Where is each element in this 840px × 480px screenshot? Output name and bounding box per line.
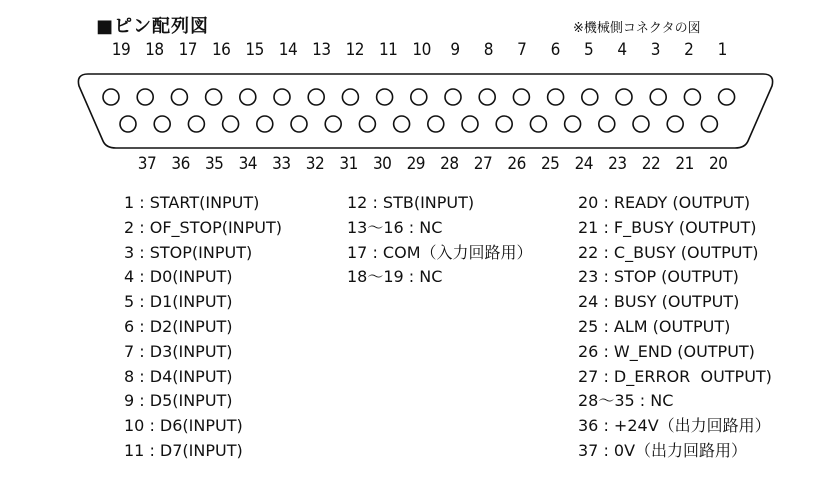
connector-view-note: ※機械側コネクタの図 [573,21,701,36]
pin-assignment-item: 26 : W_END (OUTPUT) [578,341,755,361]
pin-hole-25 [530,116,546,132]
pin-hole-35 [188,116,204,132]
pin-assignment-item: 21 : F_BUSY (OUTPUT) [578,217,757,237]
pin-hole-1 [719,89,735,105]
bottom-pin-number: 25 [540,154,560,174]
top-pin-number: 4 [617,40,627,60]
pin-hole-5 [582,89,598,105]
bottom-pin-number: 23 [608,154,627,174]
top-pin-number: 6 [550,40,560,60]
top-pin-number: 1 [717,40,727,60]
diagram-title: ■ピン配列図 [96,16,210,37]
top-pin-number: 13 [312,40,331,60]
pin-hole-2 [684,89,700,105]
pin-assignment-item: 27 : D_ERROR OUTPUT) [578,366,772,386]
pin-hole-20 [701,116,717,132]
bottom-pin-number: 37 [137,154,157,174]
top-pin-number: 12 [345,40,365,60]
top-pin-number: 7 [517,40,527,60]
pin-hole-3 [650,89,666,105]
pin-hole-18 [137,89,153,105]
pin-hole-17 [171,89,187,105]
pin-hole-16 [206,89,222,105]
pin-assignment-item: 5 : D1(INPUT) [124,292,233,312]
pin-hole-33 [257,116,273,132]
top-pin-number: 3 [650,40,661,60]
bottom-pin-number: 30 [372,154,392,174]
top-pin-number: 19 [111,40,131,60]
pin-assignment-item: 3 : STOP(INPUT) [124,242,253,262]
pin-hole-14 [274,89,290,105]
pin-hole-6 [548,89,564,105]
pin-assignment-item: 22 : C_BUSY (OUTPUT) [578,242,759,262]
pin-hole-15 [240,89,256,105]
pin-assignment-item: 24 : BUSY (OUTPUT) [578,292,740,312]
pin-hole-32 [291,116,307,132]
pin-hole-13 [308,89,324,105]
pin-hole-21 [667,116,683,132]
pin-assignment-item: 13～16 : NC [347,217,443,237]
pin-assignment-item: 36 : +24V（出力回路用） [578,416,771,436]
pin-hole-26 [496,116,512,132]
pin-hole-28 [428,116,444,132]
bottom-pin-number: 28 [440,154,459,174]
pin-list-column-3 [578,191,772,464]
bottom-pin-number: 34 [238,154,258,174]
pin-hole-4 [616,89,632,105]
connector-outline [78,74,772,148]
pin-assignment-item: 25 : ALM (OUTPUT) [578,316,731,336]
bottom-pin-number: 20 [708,154,728,174]
top-pin-number: 16 [211,40,231,60]
top-pin-number: 17 [178,40,198,60]
bottom-pin-number: 32 [305,154,325,174]
pin-hole-22 [633,116,649,132]
pin-assignment-item: 6 : D2(INPUT) [124,316,233,336]
pin-hole-23 [599,116,615,132]
top-pin-number: 9 [450,40,460,60]
top-pin-number: 18 [145,40,164,60]
pin-assignment-item: 9 : D5(INPUT) [124,391,233,411]
bottom-pin-number: 21 [675,154,694,174]
pin-assignment-item: 1 : START(INPUT) [124,193,260,212]
pin-hole-19 [103,89,119,105]
pin-assignment-item: 4 : D0(INPUT) [124,267,233,287]
top-pin-number: 8 [483,40,494,60]
pin-assignment-item: 28～35 : NC [578,391,674,411]
pin-hole-37 [120,116,136,132]
pin-assignment-item: 17 : COM（入力回路用） [347,242,533,262]
pin-hole-11 [377,89,393,105]
pin-assignment-item: 8 : D4(INPUT) [124,366,233,386]
top-pin-number: 10 [412,40,431,60]
pin-assignment-item: 20 : READY (OUTPUT) [578,193,751,212]
pin-hole-34 [223,116,239,132]
pin-assignment-item: 7 : D3(INPUT) [124,341,233,361]
pin-hole-27 [462,116,478,132]
top-pin-number: 2 [684,40,694,60]
bottom-pin-number: 31 [339,154,358,174]
top-pin-number: 11 [378,40,398,60]
bottom-pin-number: 27 [473,154,493,174]
pin-hole-12 [342,89,358,105]
bottom-pin-number: 33 [272,154,291,174]
bottom-pin-number: 26 [507,154,526,174]
bottom-pin-number: 35 [204,154,224,174]
pin-assignment-item: 11 : D7(INPUT) [124,440,243,460]
pin-hole-7 [513,89,529,105]
pin-assignment-item: 37 : 0V（出力回路用） [578,440,748,460]
pin-hole-10 [411,89,427,105]
pin-hole-8 [479,89,495,105]
pin-assignment-item: 2 : OF_STOP(INPUT) [124,217,283,237]
top-pin-number: 5 [583,40,594,60]
pin-hole-31 [325,116,341,132]
pin-list-column-1 [124,191,282,464]
pin-assignment-item: 23 : STOP (OUTPUT) [578,267,739,287]
pin-hole-9 [445,89,461,105]
pin-list-column-2 [347,191,533,290]
pin-hole-29 [394,116,410,132]
top-pin-number: 15 [245,40,264,60]
bottom-pin-number: 29 [406,154,426,174]
bottom-pin-number: 22 [641,154,661,174]
pin-hole-36 [154,116,170,132]
pin-hole-30 [359,116,375,132]
pin-assignment-item: 10 : D6(INPUT) [124,416,243,436]
pin-assignment-item: 18～19 : NC [347,267,443,287]
top-pin-number: 14 [278,40,298,60]
pin-assignment-item: 12 : STB(INPUT) [347,193,475,212]
bottom-pin-number: 36 [171,154,190,174]
bottom-pin-number: 24 [574,154,594,174]
pin-hole-24 [565,116,581,132]
